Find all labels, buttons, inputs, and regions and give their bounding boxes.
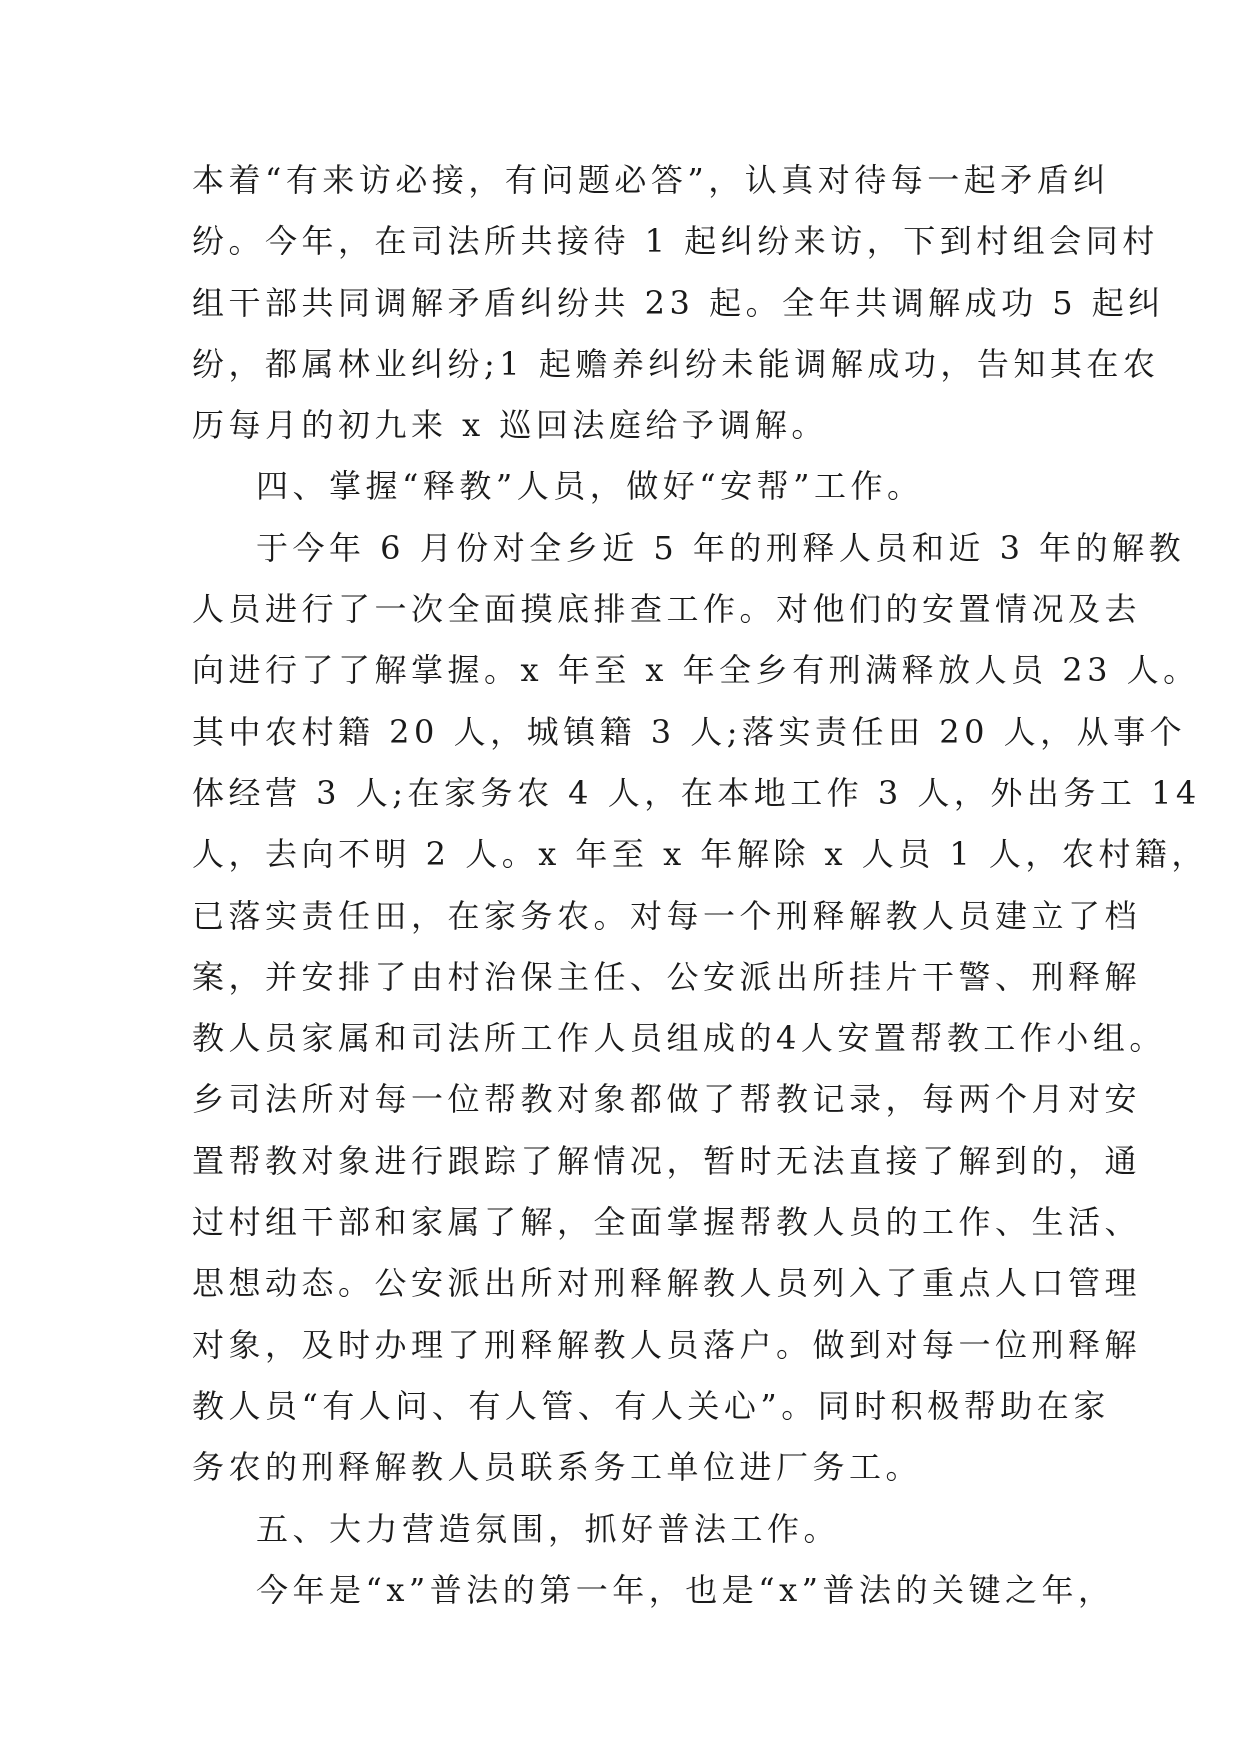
- text-line: 纷，都属林业纠纷;1 起赡养纠纷未能调解成功，告知其在农: [192, 344, 1160, 383]
- text-line: 过村组干部和家属了解，全面掌握帮教人员的工作、生活、: [192, 1203, 1142, 1242]
- paragraph-first-line: 五、大力营造氛围，抓好普法工作。: [256, 1509, 841, 1548]
- text-line: 组干部共同调解矛盾纠纷共 23 起。全年共调解成功 5 起纠: [192, 283, 1165, 322]
- document-body: [192, 150, 1208, 1621]
- text-line: 人，去向不明 2 人。x 年至 x 年解除 x 人员 1 人，农村籍，: [192, 835, 1208, 874]
- text-line: 乡司法所对每一位帮教对象都做了帮教记录，每两个月对安: [192, 1080, 1142, 1119]
- text-line: 其中农村籍 20 人，城镇籍 3 人;落实责任田 20 人，从事个: [192, 712, 1187, 751]
- text-line: 历每月的初九来 x 巡回法庭给予调解。: [192, 406, 828, 445]
- text-line: 教人员“有人问、有人管、有人关心”。同时积极帮助在家: [192, 1386, 1110, 1425]
- paragraph-first-line: 四、掌握“释教”人员，做好“安帮”工作。: [256, 467, 924, 506]
- text-line: 案，并安排了由村治保主任、公安派出所挂片干警、刑释解: [192, 957, 1142, 996]
- text-line: 已落实责任田，在家务农。对每一个刑释解教人员建立了档: [192, 896, 1142, 935]
- text-line: 纷。今年，在司法所共接待 1 起纠纷来访，下到村组会同村: [192, 222, 1159, 261]
- text-line: 务农的刑释解教人员联系务工单位进厂务工。: [192, 1448, 923, 1487]
- text-line: 对象，及时办理了刑释解教人员落户。做到对每一位刑释解: [192, 1325, 1142, 1364]
- text-line: 置帮教对象进行跟踪了解情况，暂时无法直接了解到的，通: [192, 1141, 1142, 1180]
- text-line: 体经营 3 人;在家务农 4 人，在本地工作 3 人，外出务工 14: [192, 773, 1201, 812]
- text-line: 本着“有来访必接，有问题必答”，认真对待每一起矛盾纠: [192, 161, 1110, 199]
- paragraph-first-line: 今年是“x”普法的第一年，也是“x”普法的关键之年，: [256, 1570, 1115, 1609]
- paragraph-first-line: 于今年 6 月份对全乡近 5 年的刑释人员和近 3 年的解教: [256, 528, 1186, 567]
- text-line: 人员进行了一次全面摸底排查工作。对他们的安置情况及去: [192, 590, 1142, 629]
- text-line: 向进行了了解掌握。x 年至 x 年全乡有刑满释放人员 23 人。: [192, 651, 1200, 690]
- text-line: 教人员家属和司法所工作人员组成的4人安置帮教工作小组。: [192, 1019, 1166, 1058]
- text-line: 思想动态。公安派出所对刑释解教人员列入了重点人口管理: [192, 1264, 1142, 1303]
